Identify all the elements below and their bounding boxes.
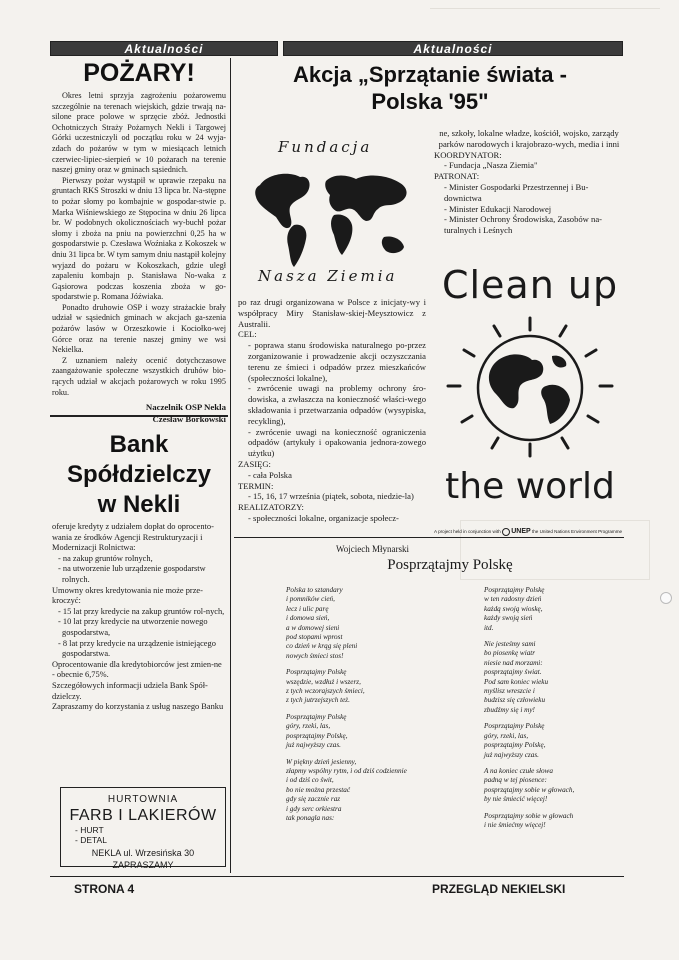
patronat-item: - Minister Ochrony Środowiska, Zasobów na-turalnych i Leśnych [444, 214, 603, 236]
bank-offer-line: Zapraszamy do korzystania z usług naszego Banku [52, 702, 224, 712]
bank-offer-line: - 10 lat przy kredycie na utworzenie nowego gospodarstwa, [58, 617, 208, 637]
un-emblem-icon [502, 528, 510, 536]
footer-rule [50, 876, 624, 877]
bank-title-line: Bank [109, 431, 169, 458]
poem-line: A na koniec czułe słowa [484, 766, 553, 775]
bank-offer-line: - 8 lat przy kredycie na urządzenie istniejącego gospodarstwa. [58, 638, 216, 659]
poem-header [236, 543, 624, 575]
poem-line: i od dziś co świt, [286, 776, 334, 785]
akcja-intro: po raz drugi organizowana w Polsce z inicjaty-wy i współpracy Miry Stanisław-skiej-Meysztowicz z Australii. [238, 297, 426, 329]
poem-line: z tych wczorajszych śmieci, [286, 687, 365, 696]
poem-stanza [286, 758, 436, 824]
clean-up-text: Clean up [441, 263, 619, 307]
cel-item: - zwrócenie uwagi na konieczność ograniczenia odpadów (artykuły i opakowania jednora-zowego użytku) [248, 426, 426, 459]
poem-line: lecz i ulic parę [286, 604, 329, 613]
poem-line: posprzątajmy Polskę, [286, 731, 348, 740]
pozary-body [52, 91, 226, 398]
signature-line: Czesław Borkowski [152, 414, 226, 425]
zasieg-value: - cała Polska [248, 469, 292, 480]
poem-title: Posprzątajmy Polskę [387, 557, 513, 573]
poem-line: Posprzątajmy Polskę [286, 712, 347, 721]
poem-line: W piękny dzień jesienny, [286, 757, 357, 766]
pozary-title: POŻARY! [83, 59, 195, 87]
ad-address: NEKLA ul. Wrzesińska 30 [91, 848, 195, 858]
poem-line: by nie śmiecić więcej! [484, 795, 548, 804]
poem-line: bo piosenkę wiatr [484, 649, 536, 658]
poem-line: posprzątajmy Polskę, [484, 741, 546, 750]
bank-offer-line: - 15 lat przy kredycie na zakup gruntów rol-nych, [58, 606, 225, 616]
punch-hole [660, 592, 672, 604]
poem-line: a w domowej sieni [286, 623, 340, 632]
realizatorzy-value: - społeczności lokalne, organizacje społecz- [248, 512, 399, 523]
poem-line: posprzątajmy świat. [484, 668, 542, 677]
footer-page-number: STRONA 4 [74, 882, 135, 896]
fundacja-logo-bottom-text: Nasza Ziemia [258, 267, 398, 285]
poem-line: co dzień w krąg się pleni [286, 642, 358, 651]
poem-line: każdą swoją wioskę, [484, 604, 543, 613]
poem-stanza [286, 713, 436, 751]
poem-stanza [484, 722, 624, 760]
poem-line: Posprzątajmy Polskę [484, 722, 545, 731]
bank-offer-line: Szczegółowych informacji udziela Bank Spół-dzielczy. [52, 680, 208, 701]
the-world-text: the world [445, 466, 615, 507]
bank-title-line: w Nekli [97, 491, 181, 518]
unep-caption-text: A project held in conjunction with [434, 529, 501, 535]
termin-value: - 15, 16, 17 września (piątek, sobota, niedzie-la) [248, 491, 414, 502]
poem-line: itd. [484, 623, 494, 632]
poem-line: padną w tej piosence: [484, 776, 547, 785]
poem-line: już najwyższy czas. [286, 741, 341, 750]
cel-item: - zwrócenie uwagi na problemy ochrony śro-dowiska, a zwłaszcza na konieczność właści-wego składowania i przetwarzania odpadów (wysypiska, recykling), [248, 383, 426, 426]
poem-line: myślisz wreszcie i [484, 687, 535, 696]
hurtownia-ad [60, 787, 226, 870]
realizatorzy-continuation: ne, szkoły, lokalne władze, kościół, wojsko, zarządy parków narodowych i krajobrazo-wych, media i inni [438, 128, 620, 149]
unep-name: UNEP [511, 528, 531, 536]
akcja-column-2 [434, 128, 624, 236]
world-map-illustration [238, 155, 424, 285]
pozary-signature [52, 401, 226, 425]
rule-under-akcja [234, 537, 624, 538]
poem-line: Nie jesteśmy sami [484, 640, 536, 649]
ad-title: FARB I LAKIERÓW [69, 807, 217, 824]
poem-line: niesie nad morzami: [484, 658, 543, 667]
patronat-label: PATRONAT: [434, 171, 480, 182]
footer-publication-name: PRZEGLĄD NEKIELSKI [432, 882, 566, 896]
koordynator-label: KOORDYNATOR: [434, 149, 502, 160]
poem-line: i pomników cień, [286, 595, 335, 604]
poem-stanza [484, 640, 624, 715]
poem-line: bo nie można przestać [286, 785, 351, 794]
pozary-paragraph: Ponadto druhowie OSP i wozy strażackie brały udział w sąsiednich gminach w akcjach ga-szenia pożarów lasów w Orzeszkowie i Kociołko-wej Górce oraz na terenie naszej gminy we wsi Nekielka. [52, 302, 226, 355]
poem-line: góry, rzeki, las, [484, 731, 529, 740]
poem-line: posprzątajmy sobie w głowach, [484, 785, 575, 794]
akcja-title-line: Polska '95" [371, 89, 489, 114]
cel-item: - poprawa stanu środowiska naturalnego po-przez zorganizowanie i prowadzenie akcji oczyszczania terenu ze śmieci i odpadów przez mieszkańców (społeczności lokalne), [248, 340, 426, 383]
bank-title-line: Spółdzielczy [66, 461, 212, 488]
poem-stanza [286, 586, 436, 661]
poem-line: z tych jutrzejszych też. [286, 696, 350, 705]
section-banner-right: Aktualności [283, 41, 623, 56]
pozary-paragraph: Okres letni sprzyja zagrożeniu pożarowemu szczególnie na terenach wiejskich, gdzie trwają na-silone prace polowe w sprzęcie zbóż. Jednostki Ochotniczych Straży Pożarnych Nekli i Targowej Górki uczestniczyli od początku roku w 24 wyja-zdach do pożarów w tym w miesiącach letnich czerwiec-lipiec-sierpień w 10 pożarach na terenie naszej gminy oraz w gminach sąsiednich. [52, 91, 226, 175]
globe-sun-illustration [434, 312, 626, 472]
poem-line: gdy się zacznie raz [286, 795, 341, 804]
show-through-text [430, 8, 660, 38]
poem-line: nowych śmieci stos! [286, 651, 344, 660]
poem-line: zbudźmy się i my! [484, 705, 535, 714]
pozary-paragraph: Pierwszy pożar wystąpił w uprawie rzepaku na gruntach RKS Stroszki w dniu 13 lipca br. Na-stępne to pożar słomy po kombajnie w gospodar-stwie p. Marka Wiśniewskiego ze Stępocina w dniu 26 lipca br. W podobnych okolicznościach wy-buchł pożar słomy i zboża na pniu na powierzchni 0,25 ha w gospodarstwie p. Czesława Woźniaka z Kokoszek w dniu 31 lipca br. W tym samym dniu nastąpił kolejny wyjazd do pożaru w Kokoszkach, gdzie uległ zapaleniu kombajn p. Stanisława No-waka z Gąsiorowa podczas koszenia zboża w go-spodarstwie p. Romana Jóźwiaka. [52, 175, 226, 302]
bank-offer-line: Oprocentowanie dla kredytobiorców jest zmien-ne - obecnie 6,75%. [52, 659, 222, 680]
ad-item: - HURT [75, 825, 104, 835]
realizatorzy-label: REALIZATORZY: [238, 502, 304, 513]
akcja-title [236, 61, 624, 115]
poem-line: i gdy serc orkiestra [286, 804, 342, 813]
poem-line: Pod sam koniec wieku [484, 677, 549, 686]
poem-right-column [484, 586, 624, 837]
poem-left-column [286, 586, 436, 830]
bank-offer-line: - na utworzenie lub urządzenie gospodarstw rolnych. [58, 564, 206, 584]
poem-line: tak ponagla nas: [286, 813, 335, 822]
poem-stanza [484, 767, 624, 805]
ad-heading: HURTOWNIA [107, 794, 179, 805]
termin-label: TERMIN: [238, 480, 274, 491]
poem-line: już najwyższy czas. [484, 750, 539, 759]
ad-invite: ZAPRASZAMY [112, 860, 174, 870]
unep-caption [434, 528, 626, 536]
bank-offer-line: - na zakup gruntów rolnych, [58, 553, 153, 563]
signature-line: Naczelnik OSP Nekla [145, 402, 226, 413]
poem-line: i nie śmiećmy więcej! [484, 820, 546, 829]
unep-full-name: the United Nations Environment Programme [531, 529, 623, 535]
poem-line: Polska to sztandary [286, 586, 343, 594]
cel-label: CEL: [238, 329, 257, 340]
bank-title [52, 430, 226, 520]
patronat-item: - Minister Gospodarki Przestrzennej i Bu-downictwa [444, 181, 589, 203]
poem-line: góry, rzeki, las, [286, 722, 331, 731]
poem-line: każdy swoją sień [484, 614, 533, 623]
poem-line: Posprzątajmy Polskę [286, 668, 347, 677]
section-banner-left: Aktualności [50, 41, 278, 56]
poem-author: Wojciech Młynarski [336, 544, 410, 554]
patronat-item: - Minister Edukacji Narodowej [444, 203, 552, 214]
poem-line: złapmy wspólny rytm, i od dziś codziennie [286, 766, 407, 775]
poem-line: i domowa sień, [286, 614, 330, 623]
poem-line: Posprzątajmy Polskę [484, 586, 545, 594]
akcja-column-1 [238, 297, 426, 524]
ad-item: - DETAL [75, 835, 107, 845]
bank-offer-line: Umowny okres kredytowania nie może prze-kroczyć: [52, 585, 203, 606]
bank-article [52, 430, 226, 713]
akcja-title-line: Akcja „Sprzątanie świata - [293, 62, 567, 87]
fundacja-logo-top-text: Fundacja [278, 138, 373, 156]
column-divider-left [230, 58, 231, 873]
koordynator-value: - Fundacja „Nasza Ziemia" [444, 160, 538, 171]
bank-offer-list [52, 522, 226, 713]
poem-line: w ten radosny dzień [484, 595, 542, 604]
zasieg-label: ZASIĘG: [238, 458, 271, 469]
poem-stanza [484, 812, 624, 831]
clean-up-the-world-logo [434, 262, 626, 524]
pozary-article [52, 58, 226, 425]
poem-stanza [484, 586, 624, 633]
poem-line: wszędzie, wzdłuż i wszerz, [286, 677, 361, 686]
poem-line: Posprzątajmy sobie w głowach [484, 811, 574, 820]
pozary-paragraph: Z uznaniem należy ocenić dotychczasowe zaangażowanie społeczne wszystkich druhów bio-rących udział w akcjach pożarowych w roku 1995 roku. [52, 355, 226, 397]
bank-offer-line: oferuje kredyty z udziałem dopłat do oprocento-wania ze środków Agencji Restrukturyzacji i Modernizacji Rolnictwa: [52, 522, 214, 553]
poem-stanza [286, 668, 436, 706]
fundacja-logo [238, 130, 424, 295]
poem-line: budzisz się człowieku [484, 696, 546, 705]
poem-line: pod stopami wprost [286, 633, 343, 642]
